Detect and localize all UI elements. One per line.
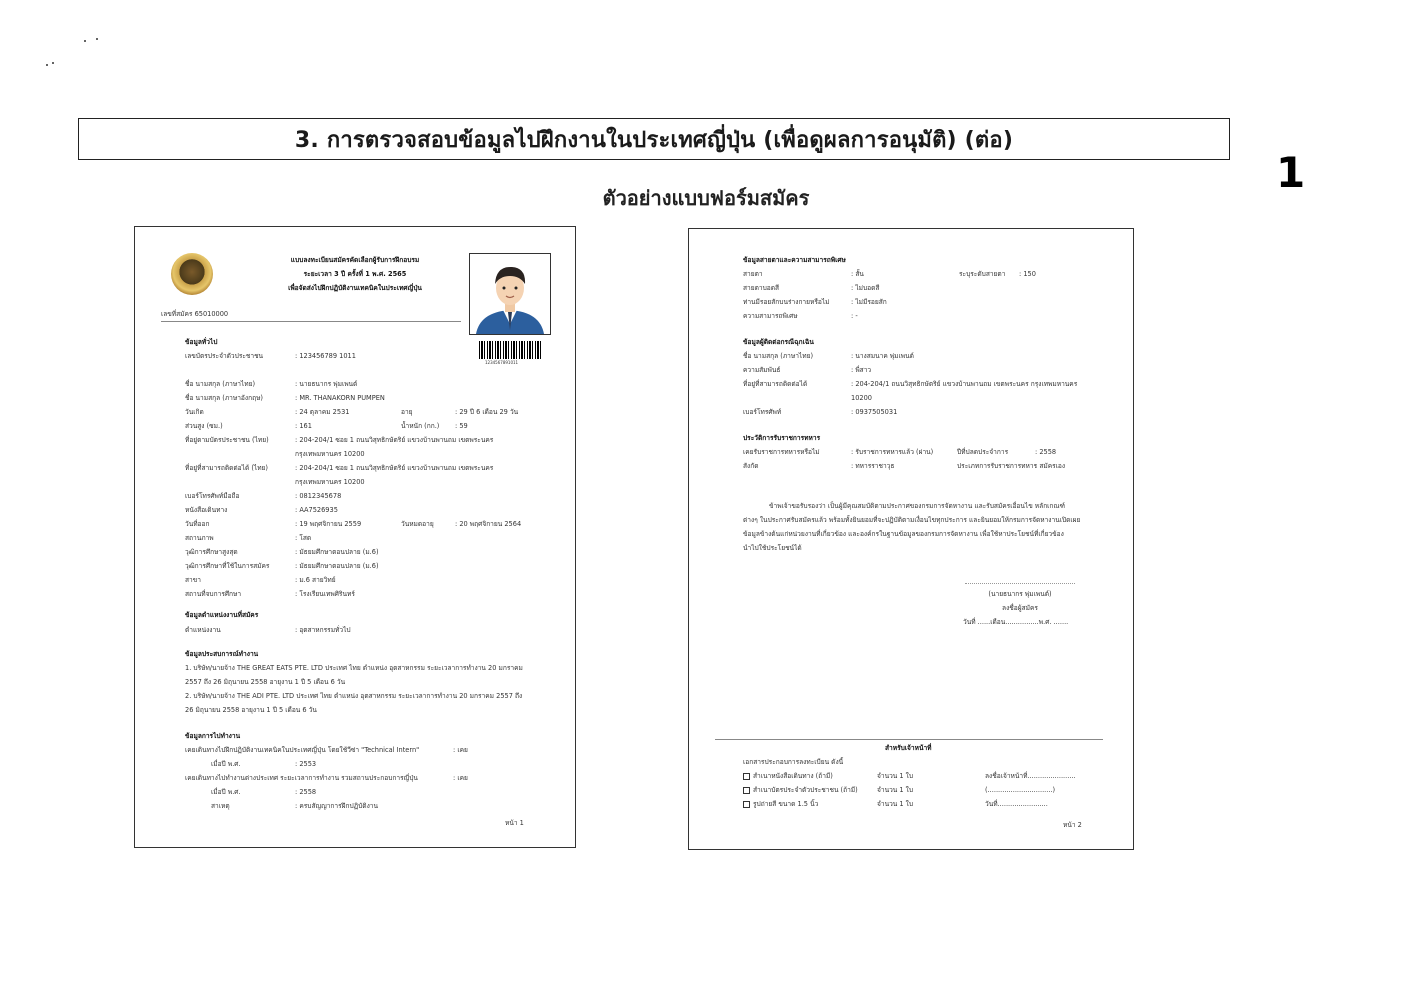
field-value: : 20 พฤศจิกายน 2564: [455, 520, 522, 528]
form-title-3: เพื่อจัดส่งไปฝึกปฏิบัติงานเทคนิคในประเทศญี่ปุ่น: [288, 284, 422, 292]
field-value: : โสด: [295, 534, 312, 542]
field-value: กรุงเทพมหานคร 10200: [295, 478, 365, 486]
field-value: : 24 ตุลาคม 2531: [295, 408, 350, 416]
field-label: น้ำหนัก (กก.): [401, 422, 440, 430]
field-label: ความสามารถพิเศษ: [743, 312, 798, 320]
scan-speck: [46, 64, 48, 66]
field-value: : MR. THANAKORN PUMPEN: [295, 394, 385, 402]
field-value: : -: [851, 312, 858, 320]
field-value: : ไม่บอดสี: [851, 284, 880, 292]
section-title: 3. การตรวจสอบข้อมูลไปฝึกงานในประเทศญี่ปุ่น (เพื่อดูผลการอนุมัติ) (ต่อ): [294, 127, 1014, 153]
officer-field: ลงชื่อเจ้าหน้าที่.......................: [985, 772, 1076, 780]
field-label: ที่อยู่ที่สามารถติดต่อได้ (ไทย): [185, 464, 268, 472]
divider: [715, 739, 1103, 740]
section-heading-experience: ข้อมูลประสบการณ์ทำงาน: [185, 650, 259, 658]
field-label: สถานภาพ: [185, 534, 214, 542]
field-value: : 19 พฤศจิกายน 2559: [295, 520, 362, 528]
officer-field: วันที่........................: [985, 800, 1048, 808]
field-value: : ไม่มีรอยสัก: [851, 298, 887, 306]
field-label: วันที่ออก: [185, 520, 210, 528]
section-heading-service: ประวัติการรับราชการทหาร: [743, 434, 821, 442]
position-value: : อุตสาหกรรมทั่วไป: [295, 626, 351, 634]
document-count: จำนวน 1 ใบ: [877, 772, 914, 780]
field-label: เบอร์โทรศัพท์: [743, 408, 782, 416]
document-count: จำนวน 1 ใบ: [877, 786, 914, 794]
declaration-line: ข้อมูลข้างต้นแก่หน่วยงานที่เกี่ยวข้อง และองค์กรในฐานข้อมูลของกรมการจัดหางาน เพื่อใช้หาประโยชน์ที่เกี่ยวข้อง: [743, 530, 1064, 538]
field-value: : 204-204/1 ซอย 1 ถนนวิสุทธิกษัตริย์ แขวงบ้านพานถม เขตพระนคร: [295, 464, 494, 472]
declaration-line: ต่างๆ ในประกาศรับสมัครแล้ว พร้อมทั้งยินยอมที่จะปฏิบัติตามเงื่อนไขทุกประการ และยินยอมให้กรมการจัดหางานเปิดเผย: [743, 516, 1081, 524]
field-value: กรุงเทพมหานคร 10200: [295, 450, 365, 458]
field-value: : 0937505031: [851, 408, 898, 416]
page-number: 1: [1276, 148, 1306, 197]
work-value: : เคย: [453, 746, 468, 754]
experience-line: 2557 ถึง 26 มิถุนายน 2558 อายุงาน 1 ปี 5 เดือน 6 วัน: [185, 678, 346, 686]
field-label: วันหมดอายุ: [401, 520, 434, 528]
field-label: สังกัด: [743, 462, 759, 470]
field-label: อายุ: [401, 408, 413, 416]
applicant-avatar-icon: [470, 254, 550, 334]
signature-role: ลงชื่อผู้สมัคร: [1002, 604, 1038, 612]
field-label: วุฒิการศึกษาที่ใช้ในการสมัคร: [185, 562, 270, 570]
work-value: : 2558: [295, 788, 317, 796]
field-label: เบอร์โทรศัพท์มือถือ: [185, 492, 240, 500]
field-label: สาขา: [185, 576, 201, 584]
barcode-icon: [479, 341, 541, 359]
officer-field: (...............................): [985, 786, 1056, 794]
field-value: : นางสมนาค พุ่มเพนต์: [851, 352, 914, 360]
field-label: ชื่อ นามสกุล (ภาษาอังกฤษ): [185, 394, 263, 402]
field-value: : 0812345678: [295, 492, 342, 500]
document-checkbox[interactable]: [743, 773, 750, 780]
field-value: : 150: [1019, 270, 1036, 278]
document-count: จำนวน 1 ใบ: [877, 800, 914, 808]
field-value: : มัธยมศึกษาตอนปลาย (ม.6): [295, 562, 379, 570]
field-value: : มัธยมศึกษาตอนปลาย (ม.6): [295, 548, 379, 556]
field-label: สายตาบอดสี: [743, 284, 780, 292]
page-footer: หน้า 2: [1063, 821, 1082, 829]
field-label: ที่อยู่ที่สามารถติดต่อได้: [743, 380, 808, 388]
field-label: ท่านมีรอยสักบนร่างกายหรือไม่: [743, 298, 830, 306]
field-value: : สั้น: [851, 270, 864, 278]
field-value: 10200: [851, 394, 872, 402]
field-label: ที่อยู่ตามบัตรประชาชน (ไทย): [185, 436, 269, 444]
field-label: วุฒิการศึกษาสูงสุด: [185, 548, 238, 556]
field-value: : 161: [295, 422, 312, 430]
field-value: : 204-204/1 ซอย 1 ถนนวิสุทธิกษัตริย์ แขวงบ้านพานถม เขตพระนคร: [295, 436, 494, 444]
field-label: สถานที่จบการศึกษา: [185, 590, 242, 598]
section-heading-work: ข้อมูลการไปทำงาน: [185, 732, 241, 740]
field-label: ระบุระดับสายตา: [959, 270, 1006, 278]
document-label: รูปถ่ายสี ขนาด 1.5 นิ้ว: [753, 800, 819, 808]
field-label: ส่วนสูง (ซม.): [185, 422, 223, 430]
document-label: สำเนาหนังสือเดินทาง (ถ้ามี): [753, 772, 833, 780]
barcode-number: 1234567891011: [485, 360, 519, 365]
section-heading-position: ข้อมูลตำแหน่งงานที่สมัคร: [185, 611, 259, 619]
applicant-photo: [469, 253, 551, 335]
scan-speck: [96, 38, 98, 40]
signature-name: (นายธนากร พุ่มเพนต์): [988, 590, 1052, 598]
field-value: : 2558: [1035, 448, 1057, 456]
declaration-line: นำไปใช้ประโยชน์ได้: [743, 544, 802, 552]
application-number: เลขที่สมัคร 65010000: [161, 310, 229, 318]
work-label: เมื่อปี พ.ศ.: [211, 788, 241, 796]
work-label: เมื่อปี พ.ศ.: [211, 760, 241, 768]
field-label: สายตา: [743, 270, 763, 278]
field-label: ความสัมพันธ์: [743, 366, 781, 374]
field-value: : 59: [455, 422, 468, 430]
section-heading-emergency: ข้อมูลผู้ติดต่อกรณีฉุกเฉิน: [743, 338, 814, 346]
field-value: : ม.6 สายวิทย์: [295, 576, 336, 584]
field-value: : รับราชการทหารแล้ว (ผ่าน): [851, 448, 934, 456]
experience-line: 2. บริษัท/นายจ้าง THE ADI PTE. LTD ประเทศ ไทย ตำแหน่ง อุตสาหกรรม ระยะเวลาการทำงาน 20 มกราคม 2557 ถึง: [185, 692, 523, 700]
experience-line: 1. บริษัท/นายจ้าง THE GREAT EATS PTE. LTD ประเทศ ไทย ตำแหน่ง อุตสาหกรรม ระยะเวลาการทำงาน 20 มกราคม: [185, 664, 523, 672]
position-label: ตำแหน่งงาน: [185, 626, 221, 634]
field-label: หนังสือเดินทาง: [185, 506, 228, 514]
subtitle: ตัวอย่างแบบฟอร์มสมัคร: [602, 186, 810, 210]
form-page-1: [134, 226, 576, 848]
work-label: เคยเดินทางไปทำงานต่างประเทศ ระยะเวลาการทำงาน รวมสถานประกอบการญี่ปุ่น: [185, 774, 418, 782]
field-label: ชื่อ นามสกุล (ภาษาไทย): [185, 380, 256, 388]
form-title-2: ระยะเวลา 3 ปี ครั้งที่ 1 พ.ศ. 2565: [303, 270, 407, 278]
declaration-line: ข้าพเจ้าขอรับรองว่า เป็นผู้มีคุณสมบัติตามประกาศของกรมการจัดหางาน และรับสมัครเอื่อนไข หลักเกณฑ์: [769, 502, 1066, 510]
field-value: : 123456789 1011: [295, 352, 356, 360]
section-heading-general: ข้อมูลทั่วไป: [185, 338, 218, 346]
field-value: : 29 ปี 6 เดือน 29 วัน: [455, 408, 519, 416]
work-value: : 2553: [295, 760, 317, 768]
scan-speck: [84, 40, 86, 42]
page-footer: หน้า 1: [505, 819, 524, 827]
document-label: สำเนาบัตรประจำตัวประชาชน (ถ้ามี): [753, 786, 858, 794]
field-label: เลขบัตรประจำตัวประชาชน: [185, 352, 264, 360]
field-label: ชื่อ นามสกุล (ภาษาไทย): [743, 352, 814, 360]
work-label: เคยเดินทางไปฝึกปฏิบัติงานเทคนิคในประเทศญี่ปุ่น โดยใช้วีซ่า "Technical Intern": [185, 746, 420, 754]
signature-date: วันที่ ......เดือน................พ.ศ. .......: [963, 618, 1069, 626]
field-value: : 204-204/1 ถนนวิสุทธิกษัตริย์ แขวงบ้านพานถม เขตพระนคร กรุงเทพมหานคร: [851, 380, 1078, 388]
field-label: เคยรับราชการทหารหรือไม่: [743, 448, 820, 456]
document-checkbox[interactable]: [743, 801, 750, 808]
officer-heading: สำหรับเจ้าหน้าที่: [885, 744, 932, 752]
field-label: ประเภทการรับราชการทหาร: [957, 462, 1038, 470]
section-heading-skills: ข้อมูลสายตาและความสามารถพิเศษ: [743, 256, 846, 264]
work-label: สาเหตุ: [211, 802, 230, 810]
work-value: : เคย: [453, 774, 468, 782]
work-value: : ครบสัญญาการฝึกปฏิบัติงาน: [295, 802, 379, 810]
scan-speck: [52, 62, 54, 64]
field-value: : โรงเรียนเทพศิรินทร์: [295, 590, 355, 598]
field-value: : AA7526935: [295, 506, 338, 514]
field-value: : พี่สาว: [851, 366, 872, 374]
document-checkbox[interactable]: [743, 787, 750, 794]
signature-line: [965, 583, 1075, 584]
documents-intro: เอกสารประกอบการลงทะเบียน ดังนี้: [743, 758, 844, 766]
field-value: : นายธนากร พุ่มเพนต์: [295, 380, 358, 388]
experience-line: 26 มิถุนายน 2558 อายุงาน 1 ปี 5 เดือน 6 วัน: [185, 706, 317, 714]
form-title-1: แบบลงทะเบียนสมัครคัดเลือกผู้รับการฝึกอบรม: [290, 256, 420, 264]
divider: [161, 321, 461, 322]
field-label: วันเกิด: [185, 408, 204, 416]
form-page-2: [688, 228, 1134, 850]
field-value: : สมัครเอง: [1035, 462, 1066, 470]
section-title-box: [78, 118, 1230, 160]
field-value: : ทหารราชาวุธ: [851, 462, 895, 470]
field-label: ปีที่ปลดประจำการ: [957, 448, 1009, 456]
department-logo-icon: [171, 253, 213, 295]
